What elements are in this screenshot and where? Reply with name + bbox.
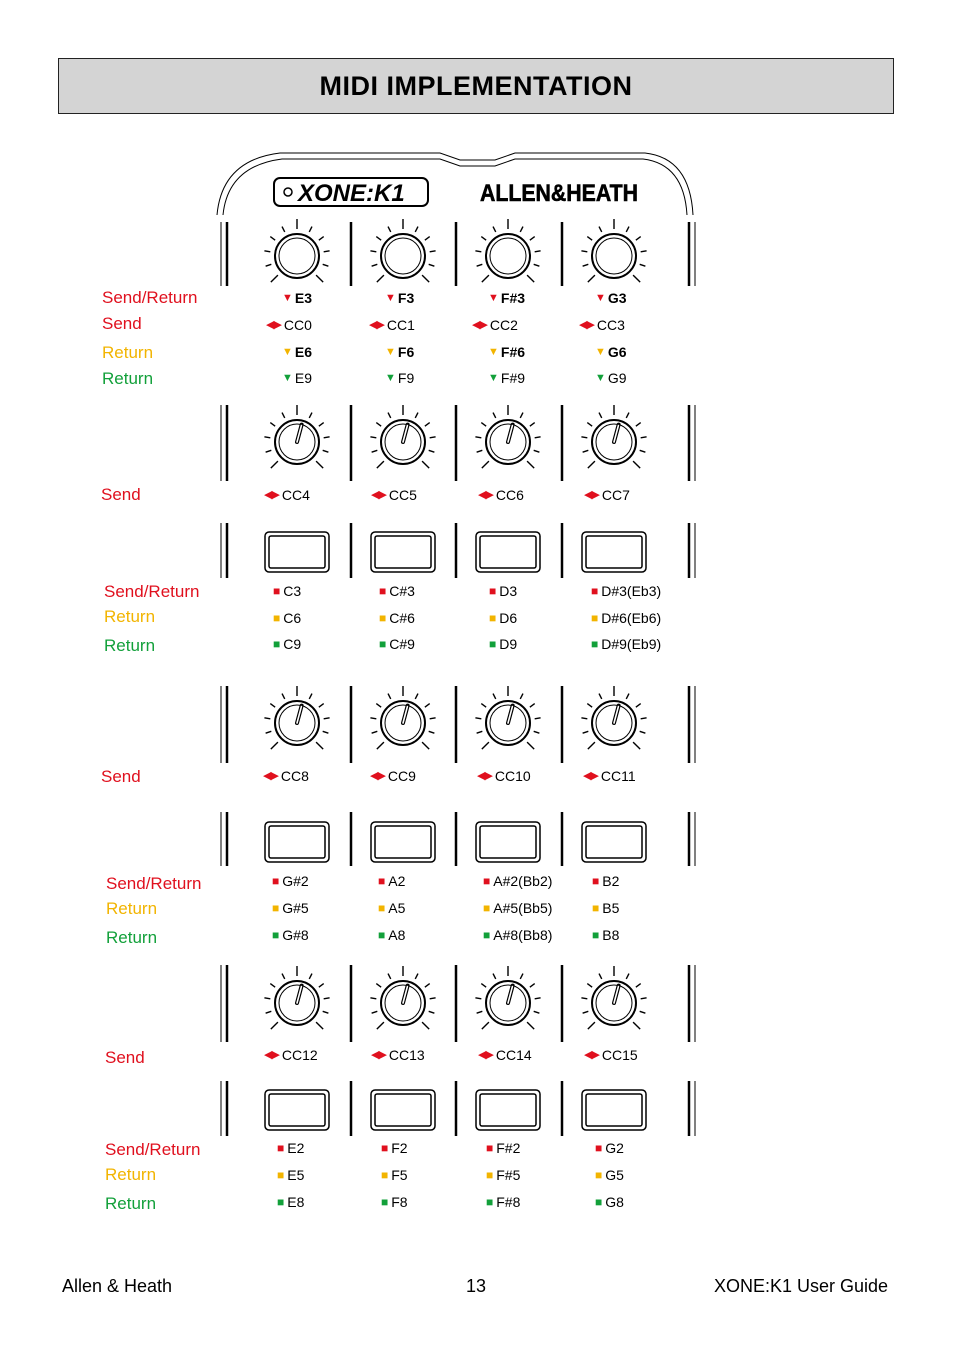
square-marker-icon: ■	[592, 874, 600, 888]
midi-assignment	[483, 873, 552, 889]
left-right-arrows-icon: ◀▶	[264, 1048, 279, 1061]
down-triangle-icon: ▼	[385, 371, 396, 384]
midi-assignment	[264, 1047, 318, 1063]
push-button-icon[interactable]	[265, 1090, 329, 1130]
midi-value: B2	[602, 873, 620, 889]
midi-value: CC8	[280, 768, 309, 784]
midi-value: F9	[397, 370, 415, 386]
down-triangle-icon: ▼	[282, 371, 293, 384]
square-marker-icon: ■	[379, 611, 387, 625]
midi-value: B5	[602, 900, 620, 916]
square-marker-icon: ■	[595, 1195, 603, 1209]
midi-assignment	[378, 900, 405, 916]
midi-value: G9	[607, 370, 627, 386]
midi-assignment	[379, 583, 415, 599]
midi-assignment	[282, 290, 312, 306]
page-number: 13	[466, 1276, 487, 1296]
midi-assignment	[371, 487, 417, 503]
midi-assignment	[591, 636, 661, 652]
square-marker-icon: ■	[595, 1168, 603, 1182]
square-marker-icon: ■	[595, 1141, 603, 1155]
square-marker-icon: ■	[272, 874, 280, 888]
midi-assignment	[385, 370, 414, 386]
midi-assignment	[282, 370, 312, 386]
midi-value: C#3	[389, 583, 415, 599]
left-right-arrows-icon: ◀▶	[584, 488, 599, 501]
square-marker-icon: ■	[381, 1195, 389, 1209]
midi-value: E3	[294, 290, 313, 306]
midi-assignment	[378, 873, 405, 889]
midi-assignment	[273, 636, 301, 652]
square-marker-icon: ■	[381, 1141, 389, 1155]
midi-assignment	[277, 1194, 304, 1210]
midi-assignment	[385, 290, 414, 306]
midi-value: CC3	[596, 317, 625, 333]
label-return-green: Return	[105, 1194, 157, 1213]
left-right-arrows-icon: ◀▶	[266, 318, 281, 331]
midi-value: CC13	[388, 1047, 425, 1063]
xone-k1-logo	[274, 178, 428, 207]
midi-value: D9	[499, 636, 518, 652]
midi-value: CC12	[281, 1047, 318, 1063]
midi-value: C#6	[389, 610, 415, 626]
square-marker-icon: ■	[273, 611, 281, 625]
midi-value: CC4	[281, 487, 310, 503]
square-marker-icon: ■	[273, 584, 281, 598]
label-return-green: Return	[104, 636, 156, 655]
midi-assignment	[273, 583, 301, 599]
left-right-arrows-icon: ◀▶	[370, 769, 385, 782]
push-button-icon[interactable]	[476, 1090, 540, 1130]
down-triangle-icon: ▼	[282, 291, 293, 304]
midi-assignment	[489, 636, 517, 652]
label-send: Send	[105, 1048, 145, 1067]
midi-assignment	[584, 1047, 638, 1063]
midi-value: A2	[388, 873, 406, 889]
down-triangle-icon: ▼	[385, 291, 396, 304]
midi-value: G3	[607, 290, 627, 306]
left-right-arrows-icon: ◀▶	[264, 488, 279, 501]
left-right-arrows-icon: ◀▶	[478, 1048, 493, 1061]
midi-assignment	[371, 1047, 425, 1063]
rotary-knob-icon[interactable]	[264, 405, 329, 468]
midi-assignment	[272, 900, 309, 916]
push-button-icon[interactable]	[582, 532, 646, 572]
label-send: Send	[101, 767, 141, 786]
midi-assignment	[277, 1167, 304, 1183]
left-right-arrows-icon: ◀▶	[263, 769, 278, 782]
midi-value: E5	[287, 1167, 305, 1183]
square-marker-icon: ■	[277, 1195, 285, 1209]
square-marker-icon: ■	[277, 1168, 285, 1182]
left-right-arrows-icon: ◀▶	[472, 318, 487, 331]
down-triangle-icon: ▼	[488, 371, 499, 384]
midi-assignment	[272, 873, 309, 889]
square-marker-icon: ■	[273, 637, 281, 651]
square-marker-icon: ■	[379, 637, 387, 651]
square-marker-icon: ■	[489, 611, 497, 625]
midi-value: D#3(Eb3)	[601, 583, 662, 599]
midi-assignment	[263, 768, 309, 784]
rotary-knob-icon[interactable]	[581, 686, 646, 749]
midi-value: CC5	[388, 487, 417, 503]
midi-assignment	[381, 1167, 408, 1183]
midi-assignment	[277, 1140, 304, 1156]
square-marker-icon: ■	[486, 1168, 494, 1182]
midi-value: F3	[397, 290, 415, 306]
midi-value: CC0	[283, 317, 312, 333]
label-return-yellow: Return	[106, 899, 158, 918]
label-send: Send	[101, 485, 141, 504]
rotary-knob-icon[interactable]	[370, 966, 435, 1029]
midi-assignment	[381, 1140, 408, 1156]
label-send-return: Send/Return	[106, 874, 202, 893]
square-marker-icon: ■	[591, 584, 599, 598]
label-return-green: Return	[102, 369, 154, 388]
midi-assignment	[595, 344, 627, 360]
push-button-icon[interactable]	[265, 532, 329, 572]
down-triangle-icon: ▼	[282, 345, 293, 358]
square-marker-icon: ■	[592, 928, 600, 942]
label-return-yellow: Return	[105, 1165, 157, 1184]
midi-value: C6	[283, 610, 302, 626]
push-button-icon[interactable]	[371, 1090, 435, 1130]
midi-value: C9	[283, 636, 302, 652]
square-marker-icon: ■	[483, 874, 491, 888]
midi-value: G2	[605, 1140, 624, 1156]
square-marker-icon: ■	[483, 901, 491, 915]
label-send-return: Send/Return	[102, 288, 198, 307]
down-triangle-icon: ▼	[488, 291, 499, 304]
label-return-yellow: Return	[102, 343, 154, 362]
square-marker-icon: ■	[483, 928, 491, 942]
left-right-arrows-icon: ◀▶	[371, 1048, 386, 1061]
midi-assignment	[282, 344, 312, 360]
left-right-arrows-icon: ◀▶	[579, 318, 594, 331]
midi-assignment	[486, 1167, 520, 1183]
rotary-knob-icon[interactable]	[264, 686, 329, 749]
midi-value: F2	[391, 1140, 408, 1156]
push-button-icon[interactable]	[582, 1090, 646, 1130]
midi-value: CC11	[600, 768, 636, 784]
down-triangle-icon: ▼	[385, 345, 396, 358]
midi-value: CC9	[387, 768, 416, 784]
midi-value: F#3	[500, 290, 526, 306]
midi-assignment	[379, 610, 415, 626]
left-right-arrows-icon: ◀▶	[477, 769, 492, 782]
midi-assignment	[591, 583, 661, 599]
midi-value: F6	[397, 344, 415, 360]
midi-assignment	[488, 290, 525, 306]
label-send: Send	[102, 314, 142, 333]
midi-value: F#6	[500, 344, 526, 360]
left-right-arrows-icon: ◀▶	[371, 488, 386, 501]
midi-assignment	[379, 636, 415, 652]
square-marker-icon: ■	[381, 1168, 389, 1182]
rotary-knob-icon[interactable]	[370, 405, 435, 468]
square-marker-icon: ■	[272, 928, 280, 942]
allen-heath-logo: ALLEN&HEATH	[480, 180, 638, 207]
push-button-icon[interactable]	[476, 822, 540, 862]
midi-assignment	[370, 768, 416, 784]
midi-assignment	[488, 344, 525, 360]
push-button-icon[interactable]	[582, 822, 646, 862]
midi-value: CC10	[494, 768, 531, 784]
square-marker-icon: ■	[277, 1141, 285, 1155]
midi-value: CC15	[601, 1047, 638, 1063]
square-marker-icon: ■	[486, 1141, 494, 1155]
midi-value: D#9(Eb9)	[601, 636, 662, 652]
midi-value: CC6	[495, 487, 524, 503]
midi-assignment	[592, 873, 619, 889]
section-title: MIDI IMPLEMENTATION	[319, 70, 633, 101]
left-right-arrows-icon: ◀▶	[584, 1048, 599, 1061]
midi-assignment	[483, 927, 552, 943]
midi-value: E6	[294, 344, 313, 360]
midi-assignment	[489, 583, 517, 599]
midi-assignment	[595, 1194, 624, 1210]
rotary-knob-icon[interactable]	[370, 219, 435, 282]
midi-assignment	[583, 768, 636, 784]
midi-assignment	[592, 927, 619, 943]
xone-logo-text: XONE:K1	[298, 180, 405, 207]
midi-value: F#9	[500, 370, 526, 386]
rotary-knob-icon[interactable]	[370, 686, 435, 749]
label-return-yellow: Return	[104, 607, 156, 626]
midi-assignment	[489, 610, 517, 626]
rotary-knob-icon[interactable]	[264, 219, 329, 282]
rotary-knob-icon[interactable]	[581, 405, 646, 468]
midi-value: G#2	[282, 873, 309, 889]
midi-assignment	[478, 487, 524, 503]
midi-assignment	[584, 487, 630, 503]
left-right-arrows-icon: ◀▶	[369, 318, 384, 331]
square-marker-icon: ■	[378, 874, 386, 888]
rotary-knob-icon[interactable]	[475, 219, 540, 282]
label-send-return: Send/Return	[105, 1140, 201, 1159]
midi-value: G8	[605, 1194, 624, 1210]
footer-brand: Allen & Heath	[62, 1276, 173, 1296]
midi-value: B8	[602, 927, 620, 943]
square-marker-icon: ■	[489, 637, 497, 651]
midi-assignment	[595, 1167, 624, 1183]
midi-assignment	[381, 1194, 408, 1210]
midi-assignment	[369, 317, 415, 333]
square-marker-icon: ■	[592, 901, 600, 915]
midi-assignment	[483, 900, 552, 916]
midi-assignment	[272, 927, 309, 943]
midi-value: F8	[391, 1194, 408, 1210]
rotary-knob-icon[interactable]	[475, 686, 540, 749]
square-marker-icon: ■	[591, 637, 599, 651]
midi-value: CC2	[489, 317, 518, 333]
midi-value: G5	[605, 1167, 624, 1183]
midi-assignment	[595, 1140, 624, 1156]
square-marker-icon: ■	[379, 584, 387, 598]
midi-value: A#2(Bb2)	[493, 873, 553, 889]
down-triangle-icon: ▼	[595, 345, 606, 358]
midi-value: A#8(Bb8)	[493, 927, 553, 943]
midi-value: A#5(Bb5)	[493, 900, 553, 916]
label-send-return: Send/Return	[104, 582, 200, 601]
midi-assignment	[595, 290, 627, 306]
down-triangle-icon: ▼	[488, 345, 499, 358]
midi-value: A5	[388, 900, 406, 916]
midi-assignment	[595, 370, 627, 386]
midi-value: E8	[287, 1194, 305, 1210]
push-button-icon[interactable]	[265, 822, 329, 862]
square-marker-icon: ■	[489, 584, 497, 598]
midi-value: G6	[607, 344, 627, 360]
left-right-arrows-icon: ◀▶	[583, 769, 598, 782]
midi-value: CC1	[386, 317, 415, 333]
midi-value: D3	[499, 583, 518, 599]
midi-value: D#6(Eb6)	[601, 610, 662, 626]
midi-value: F#2	[496, 1140, 521, 1156]
midi-value: CC14	[495, 1047, 532, 1063]
midi-value: A8	[388, 927, 406, 943]
midi-value: D6	[499, 610, 518, 626]
midi-assignment	[266, 317, 312, 333]
label-return-green: Return	[106, 928, 158, 947]
push-button-icon[interactable]	[371, 532, 435, 572]
midi-value: C3	[283, 583, 302, 599]
left-right-arrows-icon: ◀▶	[478, 488, 493, 501]
push-button-icon[interactable]	[371, 822, 435, 862]
midi-value: F#5	[496, 1167, 521, 1183]
rotary-knob-icon[interactable]	[264, 966, 329, 1029]
rotary-knob-icon[interactable]	[581, 219, 646, 282]
midi-assignment	[486, 1194, 520, 1210]
down-triangle-icon: ▼	[595, 371, 606, 384]
midi-assignment	[478, 1047, 532, 1063]
midi-value: F5	[391, 1167, 408, 1183]
rotary-knob-icon[interactable]	[475, 405, 540, 468]
midi-value: C#9	[389, 636, 415, 652]
midi-assignment	[486, 1140, 520, 1156]
midi-assignment	[591, 610, 661, 626]
midi-value: CC7	[601, 487, 630, 503]
midi-assignment	[477, 768, 531, 784]
midi-assignment	[592, 900, 619, 916]
midi-assignment	[264, 487, 310, 503]
midi-assignment	[488, 370, 525, 386]
midi-value: E9	[294, 370, 313, 386]
rotary-knob-icon[interactable]	[475, 966, 540, 1029]
footer-guide-title: XONE:K1 User Guide	[714, 1276, 889, 1296]
midi-value: F#8	[496, 1194, 521, 1210]
square-marker-icon: ■	[591, 611, 599, 625]
midi-assignment	[579, 317, 625, 333]
square-marker-icon: ■	[486, 1195, 494, 1209]
midi-assignment	[385, 344, 414, 360]
push-button-icon[interactable]	[476, 532, 540, 572]
midi-assignment	[273, 610, 301, 626]
midi-value: G#5	[282, 900, 309, 916]
square-marker-icon: ■	[378, 901, 386, 915]
square-marker-icon: ■	[272, 901, 280, 915]
rotary-knob-icon[interactable]	[581, 966, 646, 1029]
midi-value: E2	[287, 1140, 305, 1156]
midi-assignment	[472, 317, 518, 333]
midi-value: G#8	[282, 927, 309, 943]
square-marker-icon: ■	[378, 928, 386, 942]
down-triangle-icon: ▼	[595, 291, 606, 304]
midi-assignment	[378, 927, 405, 943]
